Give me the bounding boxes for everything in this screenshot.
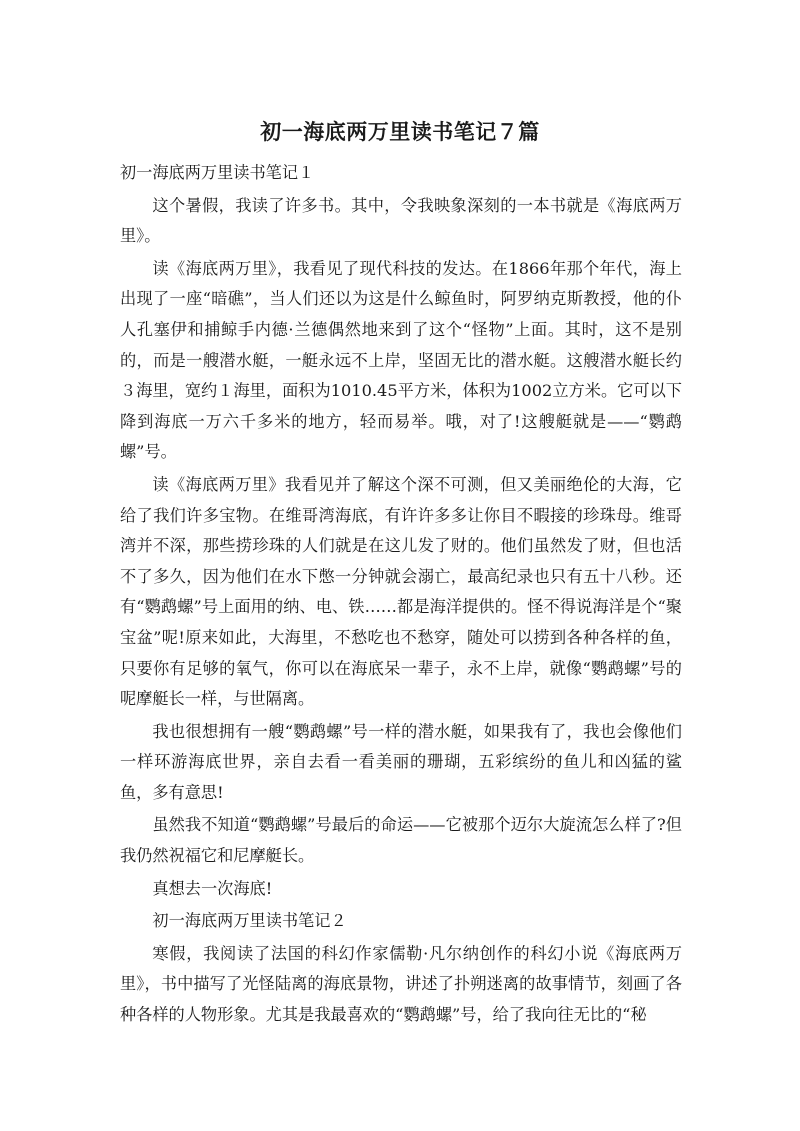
paragraph: 读《海底两万里》我看见并了解这个深不可测，但又美丽绝伦的大海，它给了我们许多宝物。在维哥湾海底，有许许多多让你目不暇接的珍珠母。维哥湾并不深，那些捞珍珠的人们就是在这儿发了财的。他们虽然发了财，但也活不了多久，因为他们在水下憋一分钟就会溺亡，最高纪录也只有五十八秒。还有“鹦鹉螺”号上面用的纳、电、铁……都是海洋提供的。怪不得说海洋是个“聚宝盆”呢!原来如此，大海里，不愁吃也不愁穿，随处可以捞到各种各样的鱼，只要你有足够的氧气，你可以在海底呆一辈子，永不上岸，就像“鹦鹉螺”号的呢摩艇长一样，与世隔离。	[120, 474, 682, 709]
section-heading-2: 初一海底两万里读书笔记２	[152, 911, 347, 931]
paragraph: 真想去一次海底!	[152, 878, 273, 898]
paragraph: 我也很想拥有一艘“鹦鹉螺”号一样的潜水艇，如果我有了，我也会像他们一样环游海底世界，亲自去看一看美丽的珊瑚，五彩缤纷的鱼儿和凶猛的鲨鱼，多有意思!	[120, 721, 682, 802]
paragraph: 寒假，我阅读了法国的科幻作家儒勒·凡尔纳创作的科幻小说《海底两万里》，书中描写了光怪陆离的海底景物，讲述了扑朔迷离的故事情节，刻画了各种各样的人物形象。尤其是我最喜欢的“鹦鹉螺”号，给了我向往无比的“秘	[120, 943, 682, 1025]
paragraph: 读《海底两万里》，我看见了现代科技的发达。在1866年那个年代，海上出现了一座“暗礁”，当人们还以为这是什么鲸鱼时，阿罗纳克斯教授，他的仆人孔塞伊和捕鲸手内德·兰德偶然地来到了这个“怪物”上面。其时，这不是别的，而是一艘潜水艇，一艇永远不上岸，坚固无比的潜水艇。这艘潜水艇长约３海里，宽约１海里，面积为1010.45平方米，体积为1002立方米。它可以下降到海底一万六千多米的地方，轻而易举。哦，对了!这艘艇就是——“鹦鹉螺”号。	[120, 258, 682, 462]
paragraph: 虽然我不知道“鹦鹉螺”号最后的命运——它被那个迈尔大旋流怎么样了?但我仍然祝福它和尼摩艇长。	[120, 815, 682, 866]
document-title: 初一海底两万里读书笔记７篇	[260, 120, 540, 144]
document-body	[120, 158, 682, 1033]
section-heading-1: 初一海底两万里读书笔记１	[120, 163, 315, 182]
paragraph: 这个暑假，我读了许多书。其中，令我映象深刻的一本书就是《海底两万里》。	[120, 195, 682, 246]
